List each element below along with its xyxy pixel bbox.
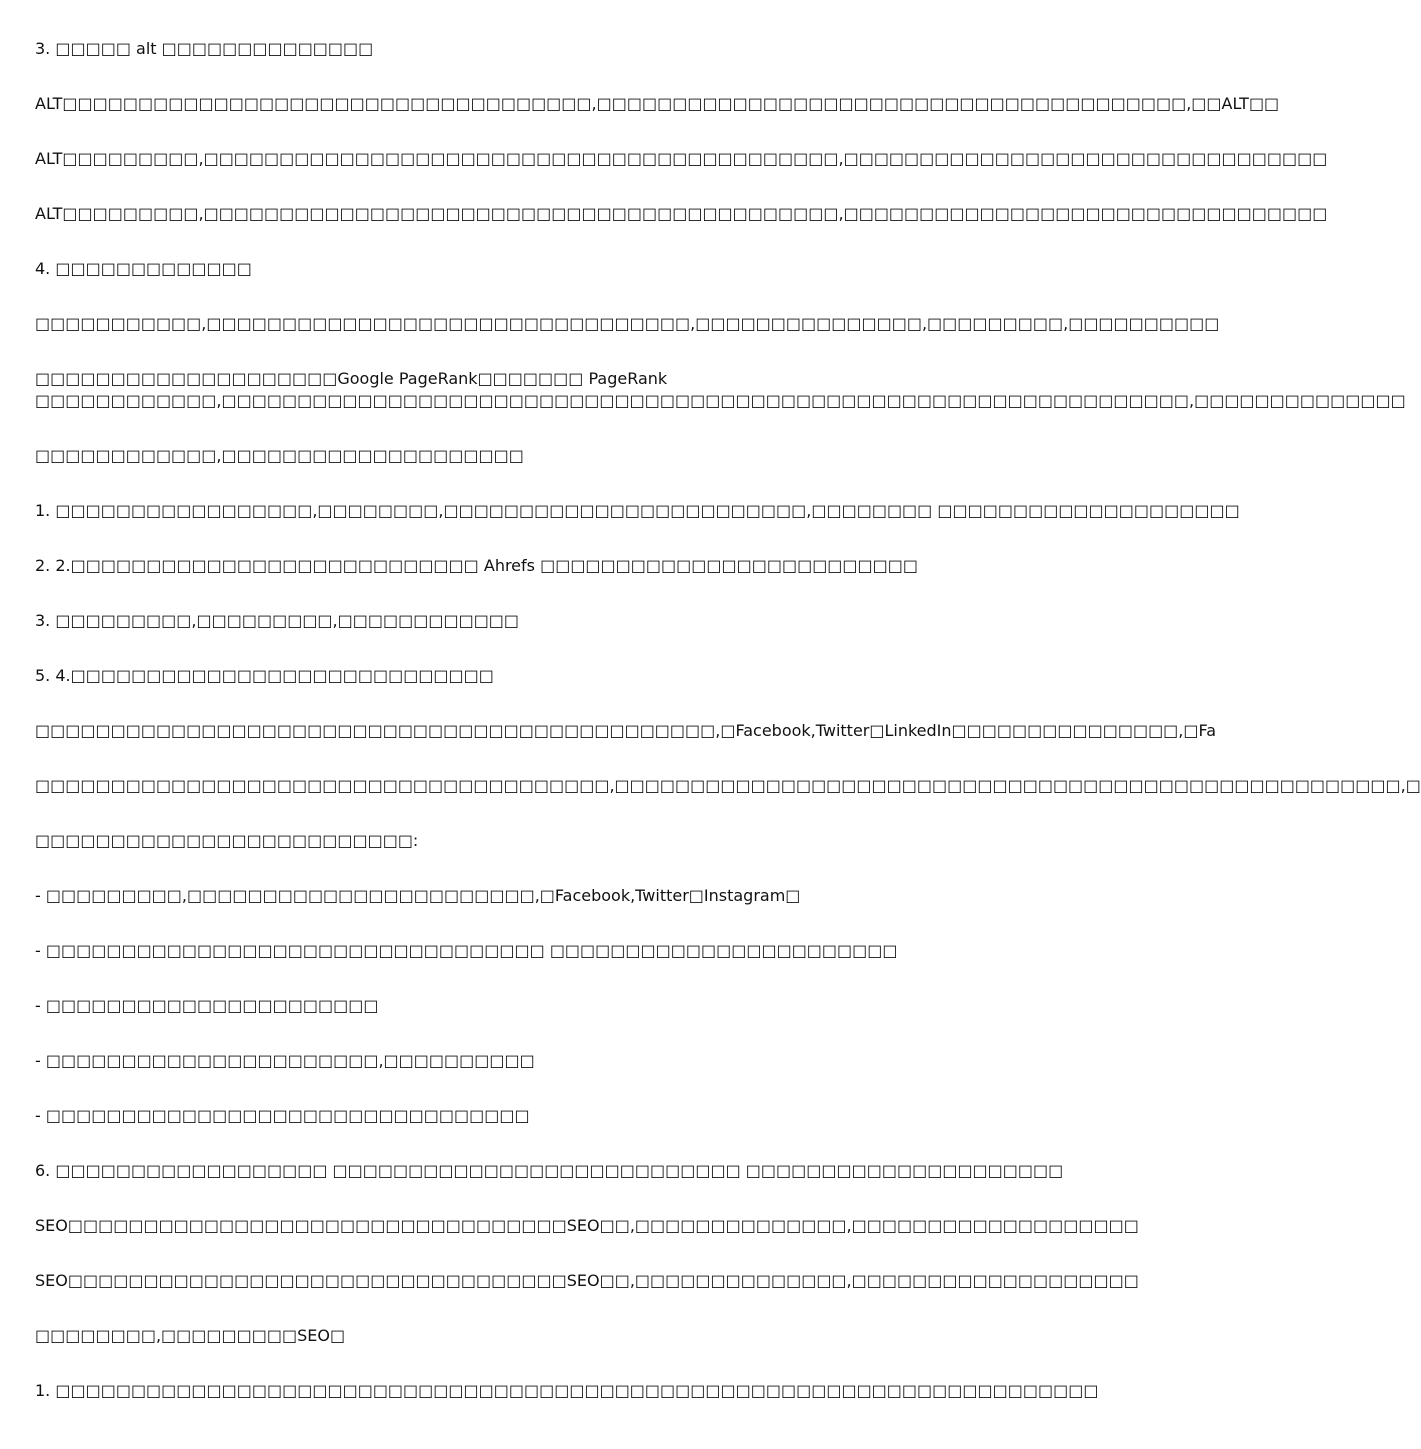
text-line: - □□□□□□□□□□□□□□□□□□□□□□ [35, 996, 379, 1015]
text-line: - □□□□□□□□□,□□□□□□□□□□□□□□□□□□□□□□□,□Facebook,Twitter□Instagram□ [35, 886, 801, 905]
document-body [35, 38, 1421, 1435]
text-line: □□□□□□□□□□□□□□□□□□□□Google PageRank□□□□□□□ PageRank [35, 369, 668, 388]
text-line: - □□□□□□□□□□□□□□□□□□□□□□□□□□□□□□□□□ □□□□□□□□□□□□□□□□□□□□□□□ [35, 941, 898, 960]
text-line: 6. □□□□□□□□□□□□□□□□□□ □□□□□□□□□□□□□□□□□□□□□□□□□□□ □□□□□□□□□□□□□□□□□□□□□ [35, 1161, 1064, 1180]
text-line: □□□□□□□□□□□,□□□□□□□□□□□□□□□□□□□□□□□□□□□□□□□□,□□□□□□□□□□□□□□□,□□□□□□□□□,□□□□□□□□□□ [35, 314, 1220, 333]
text-line: ALT□□□□□□□□□□□□□□□□□□□□□□□□□□□□□□□□□□□,□□□□□□□□□□□□□□□□□□□□□□□□□□□□□□□□□□□□□□□,□□ALT□□ [35, 94, 1280, 113]
text-line: SEO□□□□□□□□□□□□□□□□□□□□□□□□□□□□□□□□□SEO□□,□□□□□□□□□□□□□□,□□□□□□□□□□□□□□□□□□□ [35, 1216, 1139, 1235]
text-line: □□□□□□□□□□□□,□□□□□□□□□□□□□□□□□□□□ [35, 446, 524, 465]
text-line: □□□□□□□□,□□□□□□□□□SEO□ [35, 1326, 346, 1345]
text-line: □□□□□□□□□□□□□□□□□□□□□□□□□□□□□□□□□□□□□□,□□□□□□□□□□□□□□□□□□□□□□□□□□□□□□□□□□□□□□□□□□□□□□□□□□□□,□ [35, 776, 1421, 795]
text-line: 2. 2.□□□□□□□□□□□□□□□□□□□□□□□□□□□ Ahrefs □□□□□□□□□□□□□□□□□□□□□□□□□ [35, 556, 919, 575]
text-line: 4. □□□□□□□□□□□□□ [35, 259, 252, 278]
text-line: □□□□□□□□□□□□□□□□□□□□□□□□□: [35, 831, 419, 850]
text-line: ALT□□□□□□□□□,□□□□□□□□□□□□□□□□□□□□□□□□□□□□□□□□□□□□□□□□□□,□□□□□□□□□□□□□□□□□□□□□□□□□□□□□□□□ [35, 204, 1328, 223]
text-line: □□□□□□□□□□□□,□□□□□□□□□□□□□□□□□□□□□□□□□□□□□□□□□□□□□□□□□□□□□□□□□□□□□□□□□□□□□□□□,□□□□□□□□□□□□□□ [35, 391, 1406, 410]
text-line: 3. □□□□□ alt □□□□□□□□□□□□□□ [35, 39, 374, 58]
text-line: - □□□□□□□□□□□□□□□□□□□□□□□□□□□□□□□□ [35, 1106, 530, 1125]
text-line: 5. 4.□□□□□□□□□□□□□□□□□□□□□□□□□□□□ [35, 666, 494, 685]
text-line: ALT□□□□□□□□□,□□□□□□□□□□□□□□□□□□□□□□□□□□□□□□□□□□□□□□□□□□,□□□□□□□□□□□□□□□□□□□□□□□□□□□□□□□□ [35, 149, 1328, 168]
text-line: 1. □□□□□□□□□□□□□□□□□,□□□□□□□□,□□□□□□□□□□□□□□□□□□□□□□□□,□□□□□□□□ □□□□□□□□□□□□□□□□□□□□ [35, 501, 1240, 520]
text-line: □□□□□□□□□□□□□□□□□□□□□□□□□□□□□□□□□□□□□□□□□□□□□,□Facebook,Twitter□LinkedIn□□□□□□□□□□□□□□□,□Fa [35, 721, 1217, 740]
text-line: 3. □□□□□□□□□,□□□□□□□□□,□□□□□□□□□□□□ [35, 611, 520, 630]
text-line: 1. □□□□□□□□□□□□□□□□□□□□□□□□□□□□□□□□□□□□□□□□□□□□□□□□□□□□□□□□□□□□□□□□□□□□□ [35, 1381, 1099, 1400]
text-line: - □□□□□□□□□□□□□□□□□□□□□□,□□□□□□□□□□ [35, 1051, 535, 1070]
text-line: SEO□□□□□□□□□□□□□□□□□□□□□□□□□□□□□□□□□SEO□□,□□□□□□□□□□□□□□,□□□□□□□□□□□□□□□□□□□ [35, 1271, 1139, 1290]
